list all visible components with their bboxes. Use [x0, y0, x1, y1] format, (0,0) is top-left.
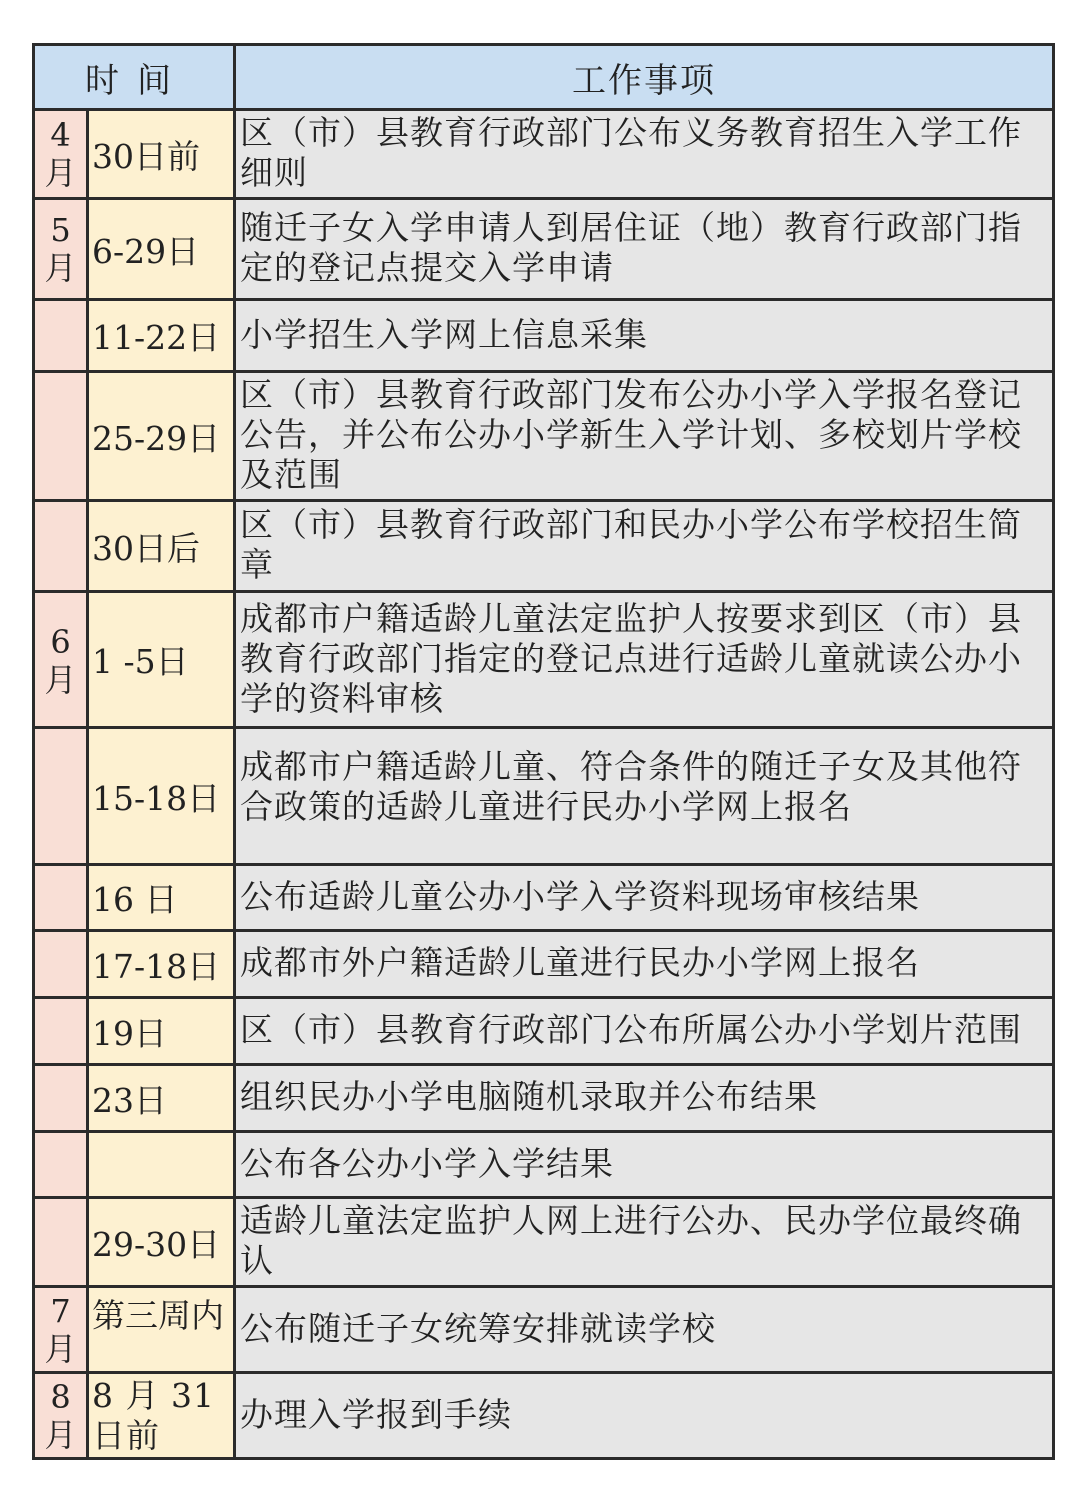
month-cell — [34, 372, 88, 501]
date-cell: 19日 — [88, 998, 235, 1065]
month-cell — [34, 728, 88, 865]
month-label: 6 月 — [44, 623, 77, 699]
task-cell: 组织民办小学电脑随机录取并公布结果 — [235, 1065, 1054, 1132]
month-cell — [34, 1132, 88, 1198]
task-cell: 区（市）县教育行政部门发布公办小学入学报名登记公告，并公布公办小学新生入学计划、多校划片学校及范围 — [235, 372, 1054, 501]
table-row — [34, 1198, 1054, 1287]
month-cell — [34, 300, 88, 372]
table-row — [34, 728, 1054, 865]
month-cell — [34, 110, 88, 199]
month-cell — [34, 931, 88, 998]
month-label: 5 月 — [44, 211, 77, 287]
table-row — [34, 1065, 1054, 1132]
date-cell: 17-18日 — [88, 931, 235, 998]
task-cell: 随迁子女入学申请人到居住证（地）教育行政部门指定的登记点提交入学申请 — [235, 199, 1054, 300]
table-row — [34, 300, 1054, 372]
header-row — [34, 45, 1054, 110]
date-cell: 30日后 — [88, 501, 235, 592]
month-cell — [34, 865, 88, 931]
task-cell: 公布适龄儿童公办小学入学资料现场审核结果 — [235, 865, 1054, 931]
task-cell: 公布各公办小学入学结果 — [235, 1132, 1054, 1198]
table-row — [34, 110, 1054, 199]
date-cell: 6-29日 — [88, 199, 235, 300]
table-row — [34, 1132, 1054, 1198]
task-cell: 成都市户籍适龄儿童、符合条件的随迁子女及其他符合政策的适龄儿童进行民办小学网上报名 — [235, 728, 1054, 865]
month-cell — [34, 1198, 88, 1287]
month-label: 7 月 — [44, 1291, 77, 1368]
month-cell — [34, 592, 88, 728]
date-cell: 第三周内 — [88, 1287, 235, 1373]
date-cell — [88, 1132, 235, 1198]
date-cell: 8 月 31 日前 — [88, 1373, 235, 1459]
task-cell: 适龄儿童法定监护人网上进行公办、民办学位最终确认 — [235, 1198, 1054, 1287]
month-cell — [34, 501, 88, 592]
date-cell: 29-30日 — [88, 1198, 235, 1287]
task-cell: 成都市外户籍适龄儿童进行民办小学网上报名 — [235, 931, 1054, 998]
date-cell: 15-18日 — [88, 728, 235, 865]
month-cell — [34, 1287, 88, 1373]
header-time: 时间 — [34, 45, 235, 110]
date-cell: 23日 — [88, 1065, 235, 1132]
table-row — [34, 1373, 1054, 1459]
table-row — [34, 1287, 1054, 1373]
task-cell: 公布随迁子女统筹安排就读学校 — [235, 1287, 1054, 1373]
task-cell: 区（市）县教育行政部门公布所属公办小学划片范围 — [235, 998, 1054, 1065]
month-cell — [34, 1065, 88, 1132]
task-cell: 成都市户籍适龄儿童法定监护人按要求到区（市）县教育行政部门指定的登记点进行适龄儿童就读公办小学的资料审核 — [235, 592, 1054, 728]
table-row — [34, 592, 1054, 728]
date-cell: 11-22日 — [88, 300, 235, 372]
table-row — [34, 931, 1054, 998]
date-cell: 1 -5日 — [88, 592, 235, 728]
task-cell: 区（市）县教育行政部门和民办小学公布学校招生简章 — [235, 501, 1054, 592]
month-label: 4 月 — [44, 116, 77, 192]
header-task: 工作事项 — [235, 45, 1054, 110]
table-row — [34, 501, 1054, 592]
task-cell: 区（市）县教育行政部门公布义务教育招生入学工作细则 — [235, 110, 1054, 199]
month-cell — [34, 998, 88, 1065]
schedule-table — [32, 43, 1055, 1460]
task-cell: 办理入学报到手续 — [235, 1373, 1054, 1459]
date-cell: 30日前 — [88, 110, 235, 199]
table-row — [34, 998, 1054, 1065]
date-cell: 16 日 — [88, 865, 235, 931]
table-row — [34, 372, 1054, 501]
task-cell: 小学招生入学网上信息采集 — [235, 300, 1054, 372]
table-row — [34, 865, 1054, 931]
month-cell — [34, 199, 88, 300]
table-row — [34, 199, 1054, 300]
month-cell — [34, 1373, 88, 1459]
date-cell: 25-29日 — [88, 372, 235, 501]
month-label: 8 月 — [44, 1377, 77, 1454]
